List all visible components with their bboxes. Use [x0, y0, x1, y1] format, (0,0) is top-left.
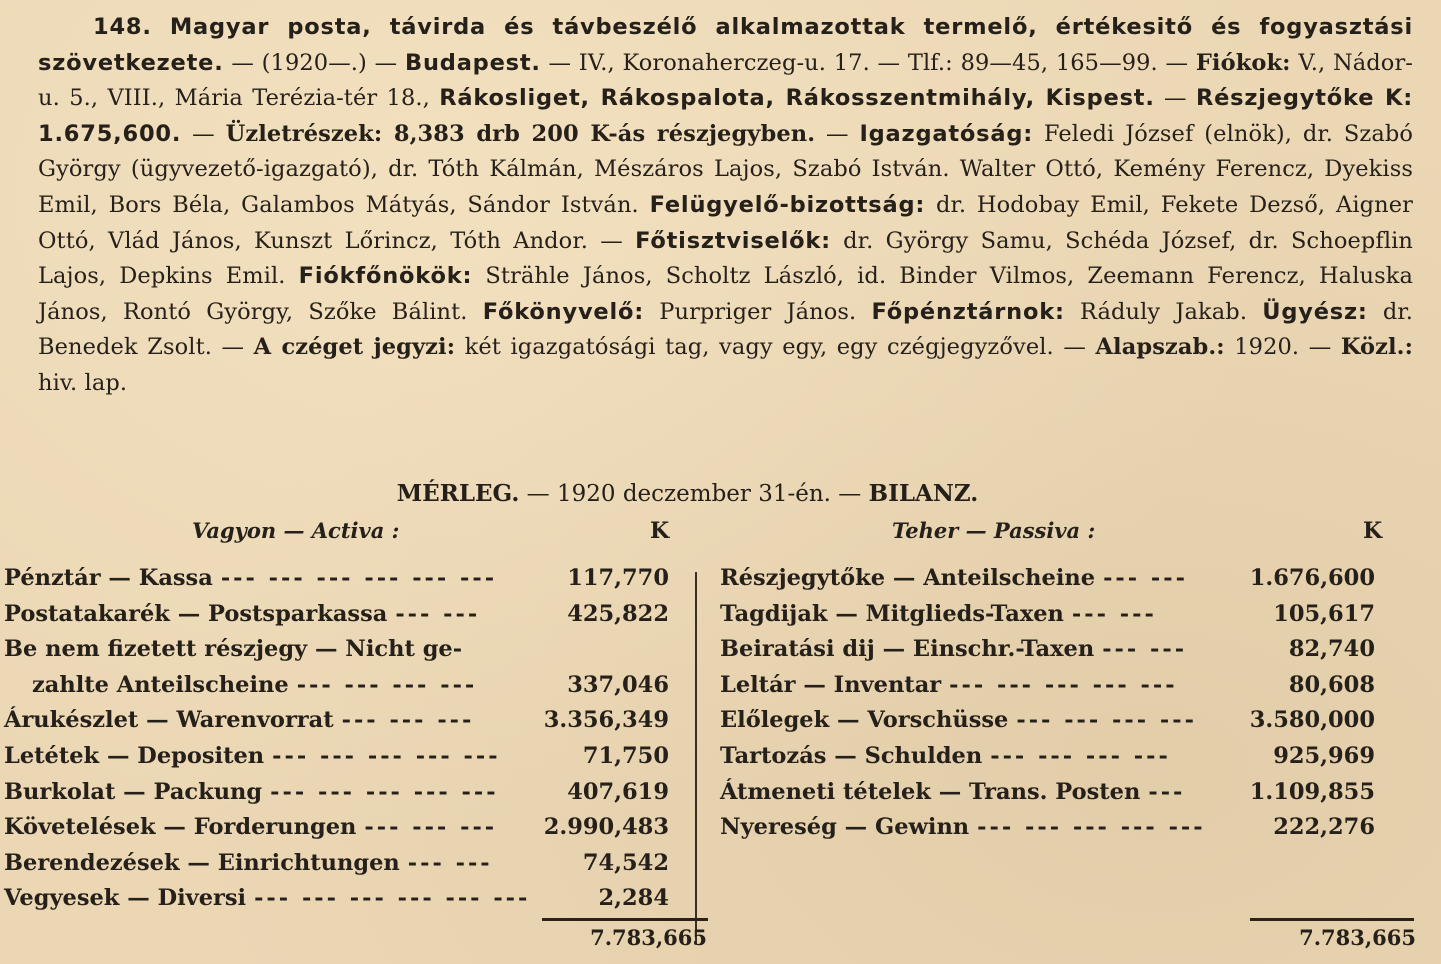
board-label: Igazgatóság:: [859, 120, 1034, 147]
liability-leader-dots: --- --- --- --- ---: [977, 814, 1206, 841]
separator: —: [1154, 85, 1196, 112]
asset-value: 71,750: [582, 742, 669, 769]
liability-row: [720, 601, 1375, 637]
liability-label-text: Nyereség — Gewinn: [720, 814, 970, 841]
liabilities-currency: K: [1363, 518, 1383, 544]
document-page: [38, 10, 1413, 402]
liability-value: 222,276: [1273, 814, 1375, 841]
asset-leader-dots: --- --- --- ---: [296, 671, 478, 698]
liability-leader-dots: --- ---: [1071, 600, 1157, 627]
column-divider: [695, 572, 697, 944]
published-text: hiv. lap.: [38, 369, 128, 396]
asset-value: 117,770: [567, 565, 669, 591]
asset-leader-dots: --- --- --- --- ---: [272, 742, 501, 769]
supervisory-label: Felügyelő-bizottság:: [649, 191, 926, 218]
asset-label-text: Burkolat — Packung: [4, 778, 263, 805]
liability-leader-dots: ---: [1148, 778, 1186, 805]
asset-label: [4, 636, 462, 662]
asset-row: [4, 885, 669, 921]
board-text: Feledi József (elnök), dr. Szabó György (ügyvezető-igazgató), dr. Tóth Kálmán, Mészáros Lajos, Szabó István. Walter Ottó, Kemény Ferencz, Dyekiss Emil, Bors Béla, Galambos Mátyás, Sándor István.: [38, 120, 1413, 218]
asset-value: 74,542: [582, 849, 669, 876]
assets-sum-line: [542, 918, 708, 921]
asset-label-text: Be nem fizetett részjegy — Nicht ge-: [4, 636, 463, 663]
balance-title-date: — 1920 deczember 31-én. —: [519, 481, 869, 507]
statute-text: 1920. —: [1224, 334, 1341, 361]
branch-heads-text: Strähle János, Scholtz László, id. Binder Vilmos, Zeemann Ferencz, Haluska János, Rontó György, Szőke Bálint.: [38, 263, 1413, 325]
liability-leader-dots: --- --- --- ---: [990, 742, 1171, 769]
separator: —: [815, 120, 860, 147]
assets-header: Vagyon — Activa :: [192, 518, 400, 543]
supervisory-text: dr. Hodobay Emil, Fekete Dezső, Aigner Ottó, Vlád János, Kunszt Lőrincz, Tóth Andor. —: [38, 191, 1414, 254]
asset-label: [4, 601, 480, 627]
asset-label: [4, 707, 474, 733]
asset-value: 407,619: [567, 778, 669, 805]
entry-title: 148. Magyar posta, távirda és távbeszélő alkalmazottak termelő, értékesitő és fogyasztási szövetkezete.: [38, 14, 1413, 76]
asset-row: [4, 850, 669, 886]
published-label: Közl.:: [1340, 334, 1413, 361]
branches-text: V., Nádor-u. 5., VIII., Mária Terézia-tér 18.,: [38, 49, 1413, 112]
asset-leader-dots: --- ---: [407, 849, 493, 876]
cashier-text: Ráduly Jakab.: [1064, 298, 1263, 325]
assets-currency: K: [650, 518, 670, 544]
capital-label: Részjegytőke K: 1.675,600.: [38, 85, 1414, 147]
asset-label: [4, 814, 497, 840]
liability-value: 82,740: [1288, 636, 1375, 663]
signing-label: A czéget jegyzi:: [253, 334, 456, 361]
asset-label-text: Vegyesek — Diversi: [4, 885, 247, 912]
liability-row: [720, 743, 1375, 779]
liability-row: [720, 779, 1375, 815]
liability-row: [720, 565, 1375, 601]
asset-label: [4, 743, 501, 769]
company-entry: [38, 10, 1413, 402]
separator: —: [181, 120, 226, 147]
liability-label-text: Tagdijak — Mitglieds-Taxen: [720, 600, 1064, 627]
asset-label-text: Berendezések — Einrichtungen: [4, 849, 400, 876]
founding-year: — (1920—.) —: [223, 49, 406, 76]
shares-label: Üzletrészek: 8,383 drb 200 K-ás részjegyben.: [225, 120, 816, 147]
asset-label: [4, 850, 493, 876]
asset-row: [4, 707, 669, 743]
liability-label: [720, 814, 1206, 840]
asset-label-text: Letétek — Depositen: [4, 742, 265, 769]
asset-row: [4, 601, 669, 637]
balance-title-de: BILANZ.: [868, 480, 979, 507]
branches-label: Fiókok:: [1195, 49, 1291, 76]
liability-label: [720, 601, 1157, 627]
bookkeeper-label: Főkönyvelő:: [482, 298, 645, 325]
liability-leader-dots: --- ---: [1103, 565, 1188, 591]
asset-label: [4, 779, 499, 805]
balance-title-hu: MÉRLEG.: [396, 480, 520, 507]
statute-label: Alapszab.:: [1095, 334, 1225, 361]
asset-row: [4, 743, 669, 779]
asset-label-text: zahlte Anteilscheine: [32, 671, 289, 698]
entry-city: Budapest.: [405, 49, 541, 76]
lawyer-label: Ügyész:: [1262, 298, 1368, 325]
asset-value: 337,046: [567, 671, 669, 698]
liability-leader-dots: --- --- --- ---: [1016, 707, 1197, 734]
liability-label-text: Előlegek — Vorschüsse: [720, 707, 1009, 734]
branches-bold: Rákosliget, Rákospalota, Rákosszentmihály, Kispest.: [439, 85, 1155, 112]
cashier-label: Főpénztárnok:: [871, 298, 1065, 325]
liability-label-text: Átmeneti tételek — Trans. Posten: [720, 778, 1141, 805]
liabilities-table: [720, 565, 1375, 850]
liability-value: 105,617: [1273, 600, 1375, 627]
liability-label: [720, 779, 1185, 805]
liability-label-text: Részjegytőke — Anteilscheine: [720, 565, 1096, 591]
liability-label-text: Tartozás — Schulden: [720, 742, 983, 769]
asset-leader-dots: --- --- ---: [364, 814, 498, 841]
liability-label: [720, 565, 1188, 591]
liability-label-text: Leltár — Inventar: [720, 671, 942, 698]
liability-value: 3.580,000: [1249, 707, 1375, 734]
liability-row: [720, 672, 1375, 708]
officers-label: Főtisztviselők:: [635, 227, 831, 254]
liability-row: [720, 636, 1375, 672]
liability-label: [720, 672, 1178, 698]
asset-leader-dots: --- --- --- --- --- ---: [254, 885, 531, 912]
liability-value: 1.109,855: [1249, 778, 1375, 805]
liability-leader-dots: --- --- --- --- ---: [949, 671, 1178, 698]
liability-row: [720, 814, 1375, 850]
asset-label: [4, 565, 497, 591]
asset-row: [4, 779, 669, 815]
balance-title: [0, 480, 1375, 507]
liability-label: [720, 636, 1187, 662]
asset-row: [4, 565, 669, 601]
asset-label-text: Követelések — Forderungen: [4, 814, 357, 841]
liability-label: [720, 707, 1197, 733]
asset-label-text: Postatakarék — Postsparkassa: [4, 600, 388, 627]
asset-label: [4, 885, 530, 911]
liabilities-total: 7.783,665: [1299, 925, 1416, 950]
asset-label-text: Pénztár — Kassa: [4, 565, 213, 591]
asset-label-text: Árukészlet — Warenvorrat: [4, 707, 334, 734]
asset-leader-dots: --- ---: [395, 600, 481, 627]
assets-total: 7.783,665: [590, 925, 707, 950]
asset-row: [4, 814, 669, 850]
asset-leader-dots: --- --- --- --- ---: [270, 778, 499, 805]
asset-row: [4, 672, 669, 708]
signing-text: két igazgatósági tag, vagy egy, egy czégjegyzővel. —: [455, 334, 1096, 361]
branch-heads-label: Fiókfőnökök:: [298, 263, 473, 290]
liability-label: [720, 743, 1171, 769]
lawyer-text: dr. Benedek Zsolt. —: [38, 298, 1413, 361]
liabilities-sum-line: [1250, 918, 1414, 921]
liabilities-header: Teher — Passiva :: [892, 518, 1096, 543]
bookkeeper-text: Purpriger János.: [644, 298, 872, 325]
asset-value: 2,284: [598, 885, 669, 912]
liability-row: [720, 707, 1375, 743]
liability-value: 925,969: [1273, 742, 1375, 769]
liability-value: 80,608: [1288, 671, 1375, 698]
liability-leader-dots: --- ---: [1102, 636, 1188, 663]
assets-table: [4, 565, 669, 921]
asset-row: [4, 636, 669, 672]
asset-value: 3.356,349: [543, 707, 669, 734]
asset-leader-dots: --- --- ---: [341, 707, 475, 734]
address-phone: — IV., Koronaherczeg-u. 17. — Tlf.: 89—45, 165—99. —: [540, 49, 1196, 76]
asset-leader-dots: --- --- --- --- --- ---: [220, 565, 498, 591]
liability-label-text: Beiratási dij — Einschr.-Taxen: [720, 636, 1095, 663]
officers-text: dr. György Samu, Schéda József, dr. Schoepflin Lajos, Depkins Emil.: [38, 227, 1413, 290]
asset-value: 2.990,483: [543, 814, 669, 841]
liability-value: 1.676,600: [1249, 565, 1375, 591]
asset-label: [32, 672, 477, 698]
asset-value: 425,822: [567, 600, 669, 627]
